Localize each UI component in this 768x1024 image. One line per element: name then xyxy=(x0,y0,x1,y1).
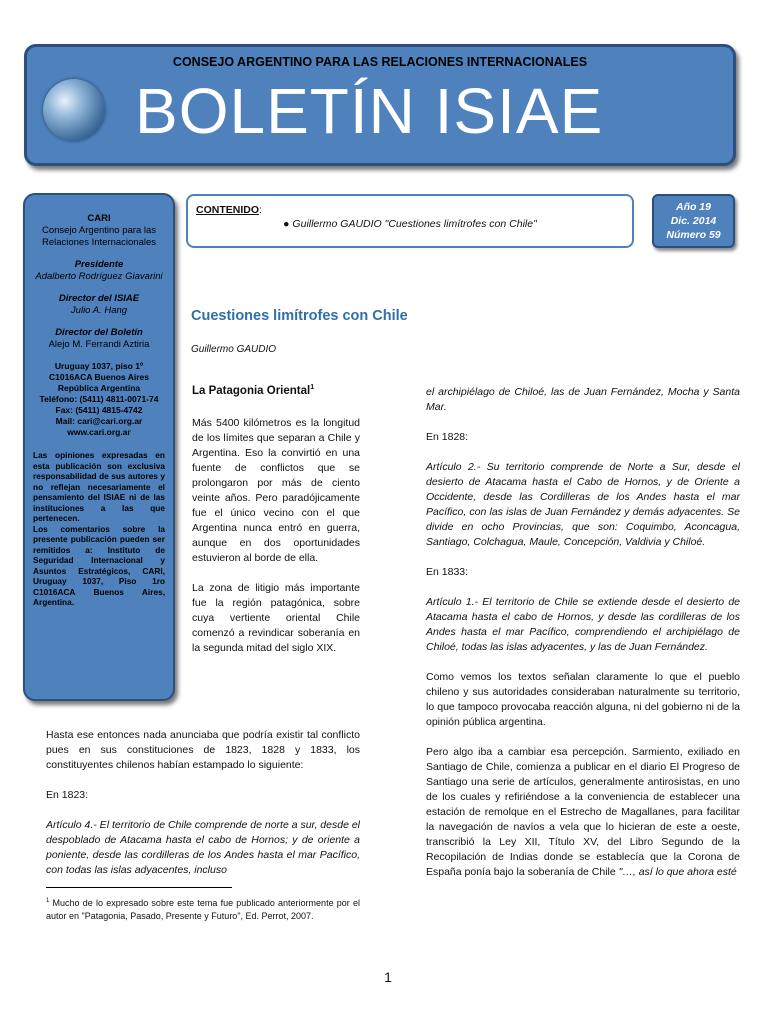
footnote-marker: 1 xyxy=(46,898,50,904)
footnote-divider xyxy=(46,887,232,888)
paragraph: En 1828: xyxy=(426,431,469,443)
paragraph: En 1823: xyxy=(46,789,89,801)
sidebar-info xyxy=(23,193,175,701)
isiae-director-label: Director del ISIAE xyxy=(58,293,140,304)
section-heading xyxy=(192,384,314,397)
issue-number: Número 59 xyxy=(666,229,721,241)
footnote xyxy=(46,895,360,923)
quote-paragraph: Artículo 1.- El territorio de Chile se extiende desde el desierto de Atacama hasta el cabo de Hornos, y desde las cordilleras de los Andes hasta el mar Pacífico, comprendiendo el archipiélago de Chiloé, todas las islas adyacentes, y las de Juan Fernández. xyxy=(426,596,740,653)
fax-line: Fax: (5411) 4815-4742 xyxy=(55,405,143,415)
paragraph: Más 5400 kilómetros es la longitud de los límites que separan a Chile y Argentina. Eso la convirtió en una fuente de conflictos que se prolongaron por más de ciento veinte años. Pero paradójicamente fue el único vecino con el que Argentina nunca entró en guerra, aunque en dos oportunidades estuvieron al borde de ella. xyxy=(192,417,360,564)
quote-paragraph: Artículo 2.- Su territorio comprende de Norte a Sur, desde el desierto de Atacama hasta el Cabo de Hornos, y de Oriente a Occidente, desde las Cordilleras de los Andes hasta el mar Pacífico, con las islas de Juan Fernández y demás adyacentes. Se divide en ocho Provincias, que son: Coquimbo, Aconcagua, Santiago, Colchagua, Maule, Concepción, Valdivia y Chiloé. xyxy=(426,461,740,548)
footnote-ref: 1 xyxy=(310,384,315,391)
contact-address xyxy=(27,361,171,438)
section-heading-text: La Patagonia Oriental xyxy=(192,384,311,397)
paragraph: Como vemos los textos señalan claramente lo que el pueblo chileno y sus autoridades consideraban naturalmente su territorio, lo que tampoco provocaba reacción alguna, ni del gobierno ni de la opinión pública argentina. xyxy=(426,671,740,728)
contents-item: ● Guillermo GAUDIO "Cuestiones limítrofes con Chile" xyxy=(283,218,537,230)
issue-date: Dic. 2014 xyxy=(670,215,717,227)
globe-icon xyxy=(43,79,105,141)
isiae-director-name: Julio A. Hang xyxy=(70,305,128,316)
email-line: Mail: cari@cari.org.ar xyxy=(55,416,143,426)
contents-label: CONTENIDO xyxy=(196,204,259,216)
paragraph xyxy=(426,745,740,880)
quote-paragraph: el archipiélago de Chiloé, las de Juan Fernández, Mocha y Santa Mar. xyxy=(426,386,740,413)
issue-box xyxy=(652,194,735,248)
president-label: Presidente xyxy=(74,259,124,270)
paragraph-quote: "…, así lo que ahora esté xyxy=(618,866,737,878)
paragraph-text: Pero algo iba a cambiar esa percepción. Sarmiento, exiliado en Santiago de Chile, comienza a publicar en el diario El Progreso de Santiago una serie de artículos, generalmente antirosistas, en uno de los cuales y refiriéndose a la conveniencia de establecer una estación de remolque en el Estrecho de Magallanes, para facilitar la navegación de navíos a vela que lo hicieran de este a oeste, transcribió la Ley XII, Título XV, del Libro Segundo de la Recopilación de Indias donde se establecía que la Corona de España ponía bajo la soberanía de Chile xyxy=(426,746,740,878)
header-banner xyxy=(24,44,736,166)
org-short: CARI xyxy=(87,213,111,224)
issue-year: Año 19 xyxy=(675,201,711,213)
footnote-text: Mucho de lo expresado sobre este tema fue publicado anteriormente por el autor en "Patagonia, Pasado, Presente y Futuro", Ed. Perrot, 2007. xyxy=(46,898,360,921)
paragraph: La zona de litigio más importante fue la región patagónica, sobre cuya vertiente oriental Chile comenzó a revindicar soberanía en la segunda mitad del siglo XIX. xyxy=(192,582,360,654)
bulletin-director-name: Alejo M. Ferrandi Aztiria xyxy=(48,339,150,350)
address-line: Uruguay 1037, piso 1º xyxy=(54,361,144,371)
president-name: Adalberto Rodríguez Giavarini xyxy=(35,271,163,282)
org-full-name: Consejo Argentino para las Relaciones Internacionales xyxy=(41,225,157,248)
article-column-left xyxy=(46,728,360,893)
article-author: Guillermo GAUDIO xyxy=(191,344,277,355)
contents-box: CONTENIDO: ● Guillermo GAUDIO "Cuestiones limítrofes con Chile" xyxy=(186,194,634,248)
article-column-middle xyxy=(192,416,360,671)
address-line: República Argentina xyxy=(57,383,141,393)
article-column-right xyxy=(426,385,740,895)
organization-name: CONSEJO ARGENTINO PARA LAS RELACIONES INTERNACIONALES xyxy=(172,55,588,69)
address-line: C1016ACA Buenos Aires xyxy=(49,372,149,382)
paragraph: En 1833: xyxy=(426,566,469,578)
bulletin-director-label: Director del Boletín xyxy=(55,327,143,338)
comments-text: Los comentarios sobre la presente publicación pueden ser remitidos a: Instituto de Seguridad Internacional y Asuntos Estratégicos, CARI, Uruguay 1037, Piso 1ro C1016ACA Buenos Aires, Argentina. xyxy=(33,523,165,607)
quote-paragraph: Artículo 4.- El territorio de Chile comprende de norte a sur, desde el despoblado de Atacama hasta el cabo de Hornos; y de oriente a poniente, desde las cordilleras de los Andes hasta el mar Pacífico, con todas las islas adyacentes, incluso xyxy=(46,819,360,876)
disclaimer-text: Las opiniones expresadas en esta publicación son exclusiva responsabilidad de sus autores y no reflejan necesariamente el pensamiento del ISIAE ni de las instituciones a las que pertenecen. xyxy=(33,450,165,523)
bulletin-title: BOLETÍN ISIAE xyxy=(135,75,604,147)
article-title: Cuestiones limítrofes con Chile xyxy=(191,308,408,324)
paragraph: Hasta ese entonces nada anunciaba que podría existir tal conflicto pues en sus constituciones de 1823, 1828 y 1833, los constituyentes chilenos habían estampado lo siguiente: xyxy=(46,729,360,771)
website-line: www.cari.org.ar xyxy=(67,427,131,437)
phone-line: Teléfono: (5411) 4811-0071-74 xyxy=(39,394,159,404)
page-number: 1 xyxy=(384,969,392,985)
